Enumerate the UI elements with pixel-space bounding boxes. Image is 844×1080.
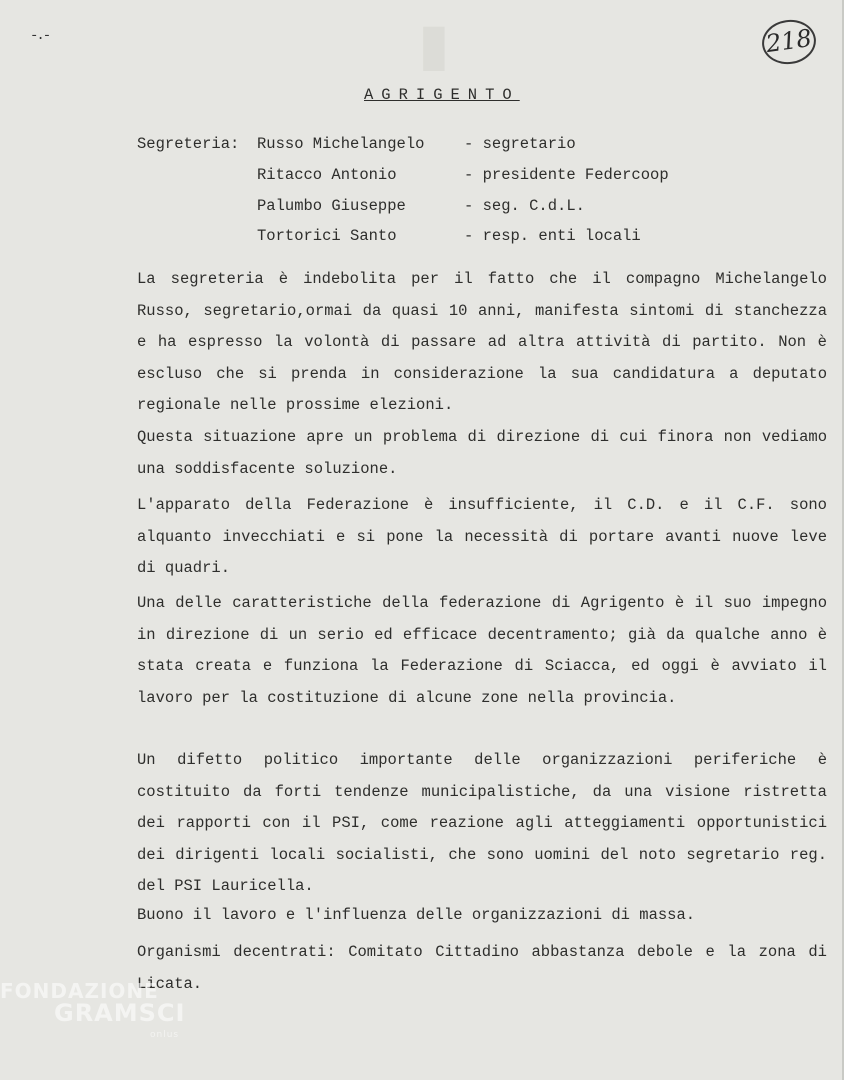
paragraph: Questa situazione apre un problema di direzione di cui finora non vediamo una soddisfacente soluzione. bbox=[137, 428, 827, 478]
watermark-line2: GRAMSCI bbox=[54, 999, 186, 1027]
watermark-line3: onlus bbox=[150, 1030, 180, 1040]
paragraph: Buono il lavoro e l'influenza delle organizzazioni di massa. bbox=[137, 906, 696, 924]
member-role: - segretario bbox=[464, 135, 576, 153]
background-watermark: ▮ bbox=[400, 10, 468, 88]
paragraph: Un difetto politico importante delle organizzazioni periferiche è costituito da forti tendenze municipalistiche, da una visione ristretta dei rapporti con il PSI, come reazione agli atteggiamenti opportunistici dei dirigenti locali socialisti, che sono uomini del noto segretario reg. del PSI Lauricella. bbox=[137, 751, 827, 895]
paragraph: Organismi decentrati: Comitato Cittadino abbastanza debole e la zona di Licata. bbox=[137, 943, 827, 993]
member-role: - presidente Federcoop bbox=[464, 166, 669, 184]
secretariat-row bbox=[0, 197, 844, 225]
member-role: - seg. C.d.L. bbox=[464, 197, 585, 215]
page-number: 218 bbox=[759, 16, 819, 67]
secretariat-row bbox=[0, 135, 844, 163]
member-role: - resp. enti locali bbox=[464, 227, 641, 245]
paragraph: La segreteria è indebolita per il fatto che il compagno Michelangelo Russo, segretario,ormai da quasi 10 anni, manifesta sintomi di stanchezza e ha espresso la volontà di passare ad altra attività di partito. Non è escluso che si prenda in considerazione la sua candidatura a deputato regionale nelle prossime elezioni. bbox=[137, 270, 827, 414]
watermark-line1: FONDAZIONE bbox=[0, 979, 159, 1003]
corner-mark: -.- bbox=[30, 28, 50, 44]
fondazione-gramsci-watermark bbox=[0, 980, 185, 1046]
secretariat-row bbox=[0, 227, 844, 255]
member-name: Ritacco Antonio bbox=[257, 166, 397, 184]
document-title: AGRIGENTO bbox=[364, 86, 520, 104]
paragraph: L'apparato della Federazione è insufficiente, il C.D. e il C.F. sono alquanto invecchiati e si pone la necessità di portare avanti nuove leve di quadri. bbox=[137, 496, 827, 577]
member-name: Palumbo Giuseppe bbox=[257, 197, 406, 215]
secretariat-label: Segreteria: bbox=[137, 135, 240, 153]
member-name: Tortorici Santo bbox=[257, 227, 397, 245]
member-name: Russo Michelangelo bbox=[257, 135, 425, 153]
secretariat-row bbox=[0, 166, 844, 194]
paragraph: Una delle caratteristiche della federazione di Agrigento è il suo impegno in direzione di un serio ed efficace decentramento; già da qualche anno è stata creata e funziona la Federazione di Sciacca, ed oggi è avviato il lavoro per la costituzione di alcune zone nella provincia. bbox=[137, 594, 827, 707]
